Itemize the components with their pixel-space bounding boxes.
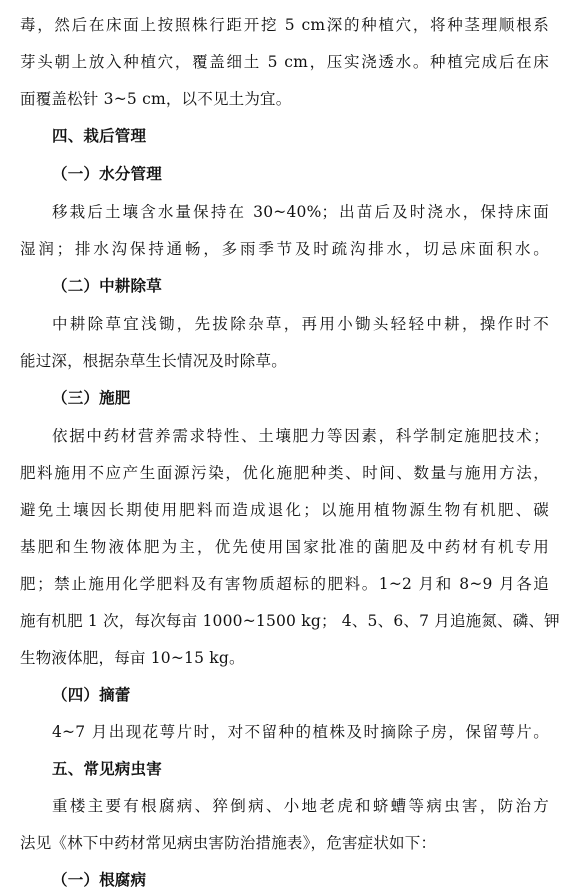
paragraph-line: 毒，然后在床面上按照株行距开挖 5 cm深的种植穴，将种茎理顺根系 xyxy=(20,16,549,34)
paragraph-line: 中耕除草宜浅锄，先拔除杂草，再用小锄头轻轻中耕，操作时不 xyxy=(52,315,549,333)
section-heading: 五、常见病虫害 xyxy=(52,760,162,778)
paragraph-line: 施有机肥 1 次，每次每亩 1000~1500 kg； 4、5、6、7 月追施氮、磷、钾 xyxy=(20,612,560,630)
subsection-heading: （一）根腐病 xyxy=(52,871,147,889)
subsection-heading: （一）水分管理 xyxy=(52,165,162,183)
paragraph-line: 避免土壤因长期使用肥料而造成退化；以施用植物源生物有机肥、碳 xyxy=(20,501,549,519)
paragraph-line: 肥料施用不应产生面源污染，优化施肥种类、时间、数量与施用方法， xyxy=(20,464,549,482)
paragraph-line: 面覆盖松针 3~5 cm，以不见土为宜。 xyxy=(20,90,292,108)
paragraph-line: 生物液体肥，每亩 10~15 kg。 xyxy=(20,649,245,667)
section-heading: 四、栽后管理 xyxy=(52,127,147,145)
subsection-heading: （三）施肥 xyxy=(52,389,131,407)
paragraph-line: 依据中药材营养需求特性、土壤肥力等因素，科学制定施肥技术； xyxy=(52,427,549,445)
paragraph-line: 重楼主要有根腐病、猝倒病、小地老虎和蛴螬等病虫害，防治方 xyxy=(52,797,549,815)
paragraph-line: 湿润；排水沟保持通畅，多雨季节及时疏沟排水，切忌床面积水。 xyxy=(20,240,549,258)
subsection-heading: （四）摘蕾 xyxy=(52,686,131,704)
paragraph-line: 芽头朝上放入种植穴，覆盖细土 5 cm，压实浇透水。种植完成后在床 xyxy=(20,53,549,71)
paragraph-line: 肥；禁止施用化学肥料及有害物质超标的肥料。1~2 月和 8~9 月各追 xyxy=(20,575,549,593)
paragraph-line: 移栽后土壤含水量保持在 30~40%；出苗后及时浇水，保持床面 xyxy=(52,203,549,221)
paragraph-line: 法见《林下中药材常见病虫害防治措施表》，危害症状如下： xyxy=(20,834,437,852)
paragraph-line: 4~7 月出现花萼片时，对不留种的植株及时摘除子房，保留萼片。 xyxy=(52,723,549,741)
paragraph-line: 基肥和生物液体肥为主，优先使用国家批准的菌肥及中药材有机专用 xyxy=(20,538,549,556)
subsection-heading: （二）中耕除草 xyxy=(52,277,162,295)
paragraph-line: 能过深，根据杂草生长情况及时除草。 xyxy=(20,352,287,370)
